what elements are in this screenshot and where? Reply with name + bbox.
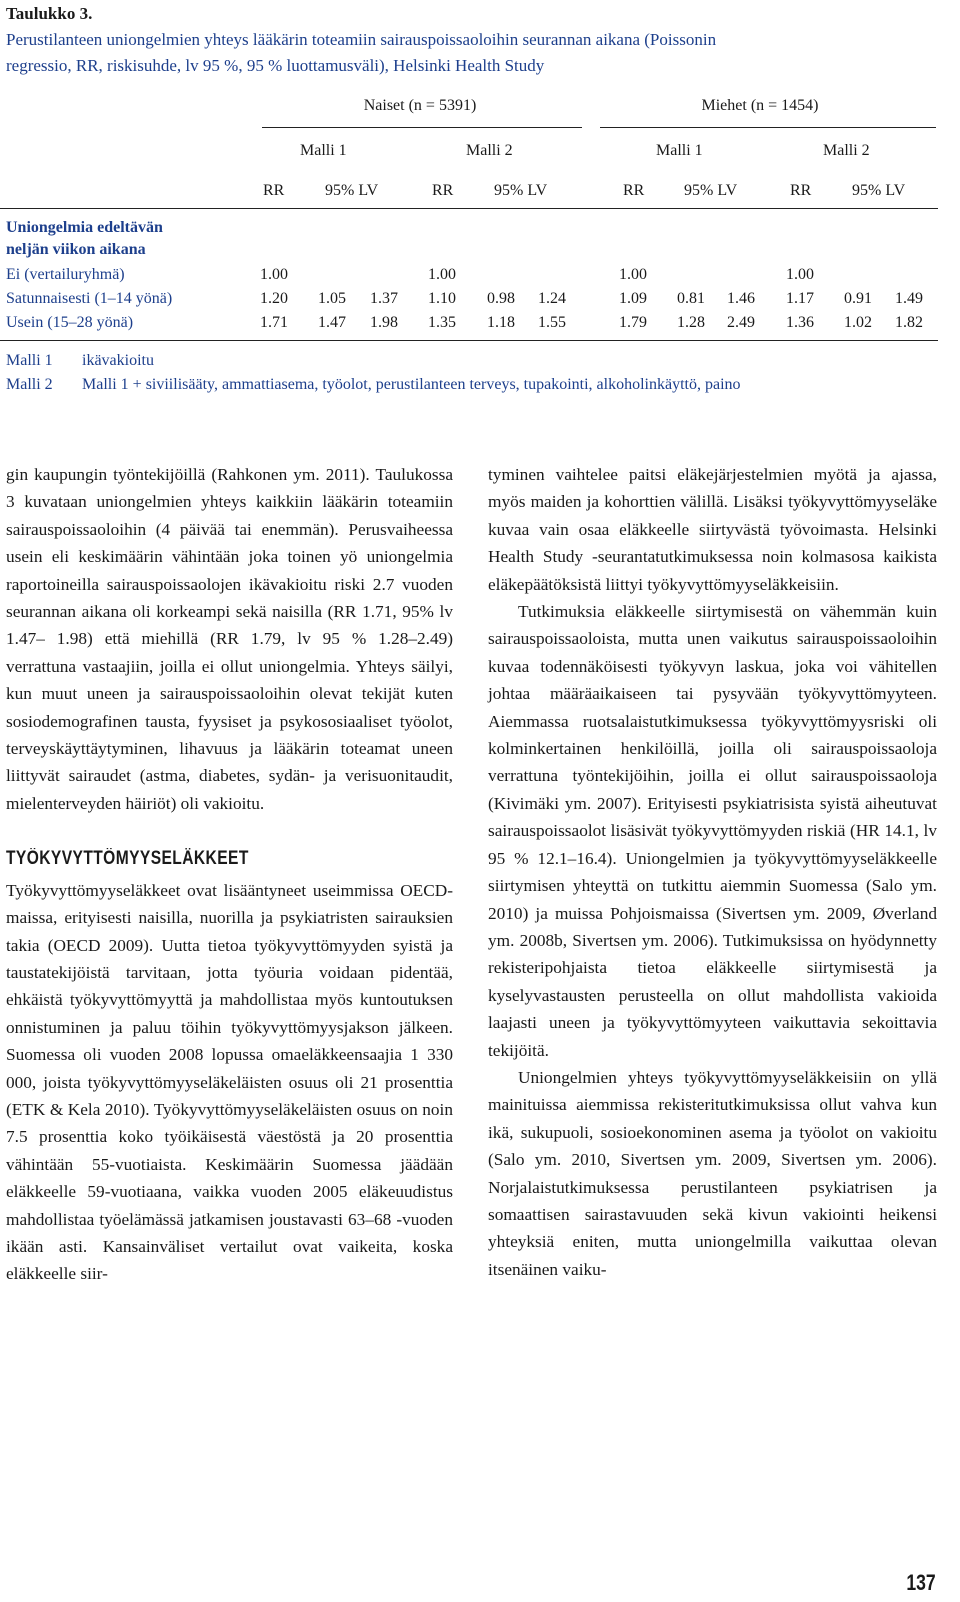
left-column	[6, 461, 453, 1288]
model-header-men-1: Malli 1	[656, 142, 703, 159]
table-cell: 1.00	[260, 266, 288, 283]
table-cell: 1.28	[677, 314, 705, 331]
table-cell: 1.47	[318, 314, 346, 331]
table-cell: 1.02	[844, 314, 872, 331]
paragraph: tyminen vaihtelee paitsi eläkejärjestelmien myötä ja ajassa, myös maiden ja kohorttien välillä. Lisäksi työkyvyttömyyseläke kuvaa vain osaa eläkkeelle siirtyvästä työvoimasta. Helsinki Health Study -seurantatutkimuksessa noin kolmasosa kaikista eläkepäätöksistä liittyi työkyvyttömyyseläkkeisiin.	[488, 465, 937, 594]
group-header-men: Miehet (n = 1454)	[701, 97, 819, 114]
paragraph: Työkyvyttömyyseläkkeet ovat lisääntyneet useimmissa OECD-maissa, erityisesti naisilla, nuorilla ja psykiatristen sairauksien takia (OECD 2009). Uutta tietoa työkyvyttömyyden syistä ja taustatekijöistä tarvitaan, jotta työuria voidaan pidentää, ehkäistä työkyvyttömyyttä ja mahdollistaa myös kuntoutuksen onnistuminen ja paluu töihin työkyvyttömyysjakson jälkeen. Suomessa oli vuoden 2008 lopussa omaeläkkeensaajia 1 330 000, joista työkyvyttömyyseläkeläisten osuus oli 21 prosenttia (ETK & Kela 2010). Työkyvyttömyyseläkeläisten osuus on noin 7.5 prosenttia koko työikäisestä väestöstä ja 20 prosenttia vähintään 55-vuotiaista. Keskimäärin Suomessa jäädään eläkkeelle 59-vuotiaana, vaikka vuoden 2005 eläkeuudistus mahdollistaa työelämässä jatkamisen joustavasti 63–68 -vuoden ikään asti. Kansainväliset vertailut ovat vaikeita, koska eläkkeelle siir-	[6, 880, 453, 1284]
note-text: ikävakioitu	[82, 352, 154, 369]
table-cell: 1.00	[619, 266, 647, 283]
col-header-ci: 95% LV	[494, 182, 548, 199]
table-cell: 1.49	[895, 290, 923, 307]
table-cell: 1.35	[428, 314, 456, 331]
table-cell: 1.82	[895, 314, 923, 331]
col-header-rr: RR	[432, 182, 454, 199]
model-header-women-1: Malli 1	[300, 142, 347, 159]
table-caption-line-1: Perustilanteen uniongelmien yhteys lääkärin toteamiin sairauspoissaoloihin seurannan aikana (Poissonin	[6, 30, 717, 49]
table-cell: 1.71	[260, 314, 288, 331]
table-cell: 0.81	[677, 290, 705, 307]
paragraph: Uniongelmien yhteys työkyvyttömyyseläkkeisiin on yllä mainituissa aiemmissa rekisteritutkimuksissa ollut vahva kun ikä, sukupuoli, sosioekonominen asema ja työolot on vakioitu (Salo ym. 2010, Sivertsen ym. 2009, Sivertsen ym. 2006). Norjalaistutkimuksessa perustilanteen psykiatrisen ja somaattisen sairastavuuden sekä kivun vakiointi heikensi yhteyksiä eniten, mutta uniongelmilla vaikuttaa olevan itsenäinen vaiku-	[488, 1067, 937, 1279]
row-label: Ei (vertailuryhmä)	[6, 266, 125, 283]
paragraph: gin kaupungin työntekijöillä (Rahkonen ym. 2011). Taulukossa 3 kuvataan uniongelmien yhteys kaikkiin lääkärin toteamiin sairauspoissaoloihin (4 päivää tai enemmän). Perusvaiheessa usein eli keskimäärin vähintään joka toinen yö uniongelmia raportoineilla sairauspoissaolojen ikävakioitu riski 2.7 vuoden seurannan aikana oli korkeampi sekä naisilla (RR 1.71, 95% lv 1.47– 1.98) että miehillä (RR 1.79, lv 95 % 1.28–2.49) verrattuna vastaajiin, joilla ei ollut uniongelmia. Yhteys säilyi, kun muut uneen ja sairauspoissaoloihin olevat tekijät kuten sosiodemografinen tausta, fyysiset ja psykososiaaliset työolot, terveyskäyttäytyminen, lihavuus ja lääkärin toteamat uneen liittyvät sairaudet (astma, diabetes, sydän- ja verisuonitaudit, mielenterveyden häiriöt) oli vakioitu.	[6, 465, 453, 813]
header-rule	[0, 208, 938, 209]
row-group-label-2: neljän viikon aikana	[6, 241, 146, 258]
table-cell: 1.17	[786, 290, 814, 307]
model-header-women-2: Malli 2	[466, 142, 513, 159]
table-caption-line-2: regressio, RR, riskisuhde, lv 95 %, 95 % luottamusväli), Helsinki Health Study	[6, 56, 545, 75]
note-key: Malli 2	[6, 376, 53, 393]
group-header-women: Naiset (n = 5391)	[363, 97, 477, 114]
col-header-rr: RR	[623, 182, 645, 199]
table-cell: 1.79	[619, 314, 647, 331]
table-cell: 1.46	[727, 290, 755, 307]
paragraph: Tutkimuksia eläkkeelle siirtymisestä on vähemmän kuin sairauspoissaoloista, mutta unen vaikutus sairauspoissaoloihin kuvaa todennäköisesti työkyvyn laskua, joka voi vähitellen johtaa määräaikaiseen tai pysyvään työkyvyttömyyteen. Aiemmassa ruotsalaistutkimuksessa työkyvyttömyysriski oli kolminkertainen henkilöillä, joilla oli sairauspoissaoloja verrattuna työntekijöihin, joilla ei ollut sairauspoissaoloja (Kivimäki ym. 2007). Erityisesti psykiatrisista syistä aiheutuvat sairauspoissaolot lisäsivät työkyvyttömyyden riskiä (HR 14.1, lv 95 % 12.1–16.4). Uniongelmien ja työkyvyttömyyseläkkeelle siirtymisen yhteyttä on tutkittu aiemmin Suomessa (Salo ym. 2010) ja muissa Pohjoismaissa (Sivertsen ym. 2009, Øverland ym. 2008b, Sivertsen ym. 2006). Tutkimuksissa on hyödynnetty rekisteripohjaista tietoa eläkkeelle siirtymisestä ja kyselyvastausten perusteella on ollut mahdollista vakioida laajasti uneen ja työkyvyttömyyteen vaikuttavia sekoittavia tekijöitä.	[488, 602, 937, 1060]
col-header-ci: 95% LV	[325, 182, 379, 199]
col-header-ci: 95% LV	[684, 182, 738, 199]
table-cell: 1.55	[538, 314, 566, 331]
row-group-label-1: Uniongelmia edeltävän	[6, 219, 163, 236]
col-header-ci: 95% LV	[852, 182, 906, 199]
table-cell: 1.10	[428, 290, 456, 307]
section-heading: TYÖKYVYTTÖMYYSELÄKKEET	[6, 848, 249, 870]
col-header-rr: RR	[790, 182, 812, 199]
table-cell: 1.98	[370, 314, 398, 331]
page-number: 137	[906, 1570, 936, 1595]
row-label: Usein (15–28 yönä)	[6, 314, 134, 331]
table-cell: 0.91	[844, 290, 872, 307]
table-cell: 1.20	[260, 290, 288, 307]
table-cell: 1.24	[538, 290, 566, 307]
table-cell: 2.49	[727, 314, 755, 331]
table-cell: 1.37	[370, 290, 398, 307]
note-text: Malli 1 + siviilisääty, ammattiasema, työolot, perustilanteen terveys, tupakointi, alkoholinkäyttö, paino	[82, 376, 741, 393]
table-cell: 1.00	[786, 266, 814, 283]
table-cell: 1.00	[428, 266, 456, 283]
table-cell: 1.36	[786, 314, 814, 331]
table-cell: 1.18	[487, 314, 515, 331]
model-header-men-2: Malli 2	[823, 142, 870, 159]
group-rule-men	[600, 127, 936, 128]
right-column	[488, 461, 937, 1283]
table-cell: 0.98	[487, 290, 515, 307]
table-bottom-rule	[0, 340, 938, 341]
col-header-rr: RR	[263, 182, 285, 199]
note-key: Malli 1	[6, 352, 53, 369]
row-label: Satunnaisesti (1–14 yönä)	[6, 290, 173, 307]
group-rule-women	[262, 127, 582, 128]
table-title: Taulukko 3.	[6, 4, 93, 23]
table-cell: 1.05	[318, 290, 346, 307]
table-cell: 1.09	[619, 290, 647, 307]
